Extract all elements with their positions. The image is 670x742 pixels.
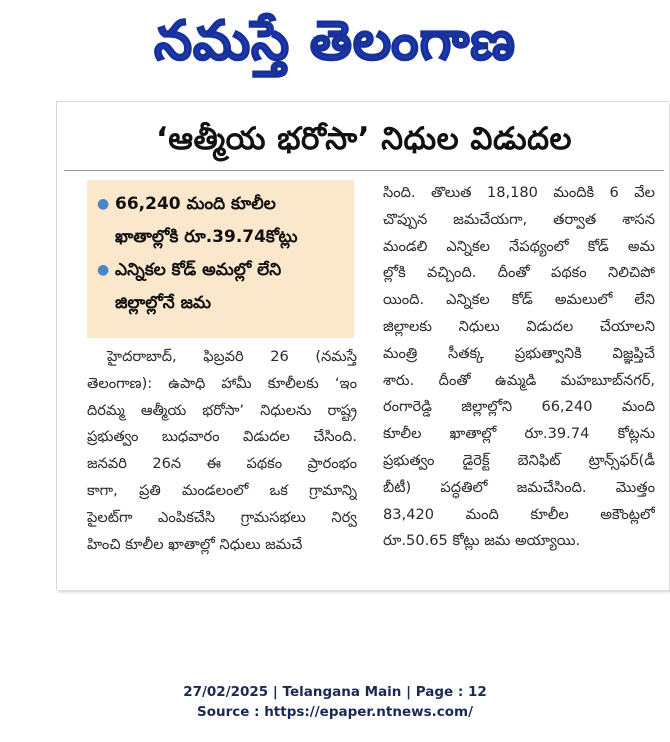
body-text-line: తెలంగాణ): ఉపాధి హామీ కూలీలకు ‘ఇం [87,374,357,392]
body-text-line: చొప్పున జమచేయగా, తర్వాత శాసన [383,210,655,228]
body-text-line: రూ.50.65 కోట్లు జమ అయ్యాయి. [383,532,581,550]
masthead-title: నమస్తే తెలంగాణ [154,9,516,72]
body-text-line: పైలట్‌గా ఎంపికచేసి గ్రామసభలు నిర్వ [87,508,357,526]
body-text-line: ప్రభుత్వం బుధవారం విడుదల చేసింది. [87,428,357,446]
article-headline: ‘ఆత్మీయ భరోసా’ నిధుల విడుదల [155,120,572,157]
headline-divider [64,170,664,171]
bullet-icon: ● [97,262,110,278]
body-text-line: మండలి ఎన్నికల నేపథ్యంలో కోడ్ అమ [383,237,655,255]
body-text-line: 83,420 మంది కూలీల అకౌంట్లలో [383,505,655,523]
body-text-line: హించి కూలీల ఖాతాల్లో నిధులు జమచే [87,535,303,553]
newspaper-masthead [0,0,670,82]
body-text-line: కాగా, ప్రతి మండలంలో ఒక గ్రామాన్ని [87,481,357,499]
footer-source-line: Source : https://epaper.ntnews.com/ [196,704,474,720]
body-text-line: జిల్లాలకు నిధులు విడుదల చేయాలని [383,317,655,335]
highlights-box [87,180,354,338]
body-text-line: బీటీ) పద్ధతిలో జమచేసింది. మొత్తం [383,478,655,496]
body-text-line: శారు. దీంతో ఉమ్మడి మహబూబ్‌నగర్, [383,371,655,389]
body-text-line: హైదరాబాద్, ఫిబ్రవరి 26 (నమస్తే [107,348,357,365]
highlights-list [87,180,354,320]
highlight-line: జిల్లాల్లోనే జమ [115,293,211,313]
highlight-item [95,254,348,320]
body-text-line: రంగారెడ్డి జిల్లాల్లోని 66,240 మంది [383,398,655,416]
article-column-left [87,344,357,558]
body-text-line: దిరమ్మ ఆత్మీయ భరోసా’ నిధులను రాష్ట్ర [87,401,357,419]
article-column-right [383,180,655,555]
highlight-line: ఎన్నికల కోడ్ అమల్లో లేని [115,260,282,280]
body-text-line: ల్లోకి వచ్చింది. దీంతో పథకం నిలిచిపో [383,264,655,282]
body-text-line: జనవరి 26న ఈ పథకం ప్రారంభం [87,455,357,473]
body-text-line: సింది. తొలుత 18,180 మందికి 6 వేల [383,184,655,201]
body-text-line: మంత్రి సీతక్క ప్రభుత్వానికి విజ్ఞప్తిచే [383,344,655,362]
footer-date-line: 27/02/2025 | Telangana Main | Page : 12 [183,684,487,700]
body-text-line: యింది. ఎన్నికల కోడ్ అమలులో లేని [383,291,655,309]
body-text-line: కూలీల ఖాతాల్లో రూ.39.74 కోట్లను [383,425,655,443]
bullet-icon: ● [97,196,110,212]
page-footer [0,682,670,722]
highlight-line: ఖాతాల్లోకి రూ.39.74కోట్లు [115,227,298,247]
highlight-line: 66,240 మంది కూలీల [115,194,276,214]
body-text-line: ప్రభుత్వం డైరెక్ట్ బెనిఫిట్ ట్రాన్స్‌ఫర్(డీ [383,451,655,469]
highlight-item [95,188,348,254]
